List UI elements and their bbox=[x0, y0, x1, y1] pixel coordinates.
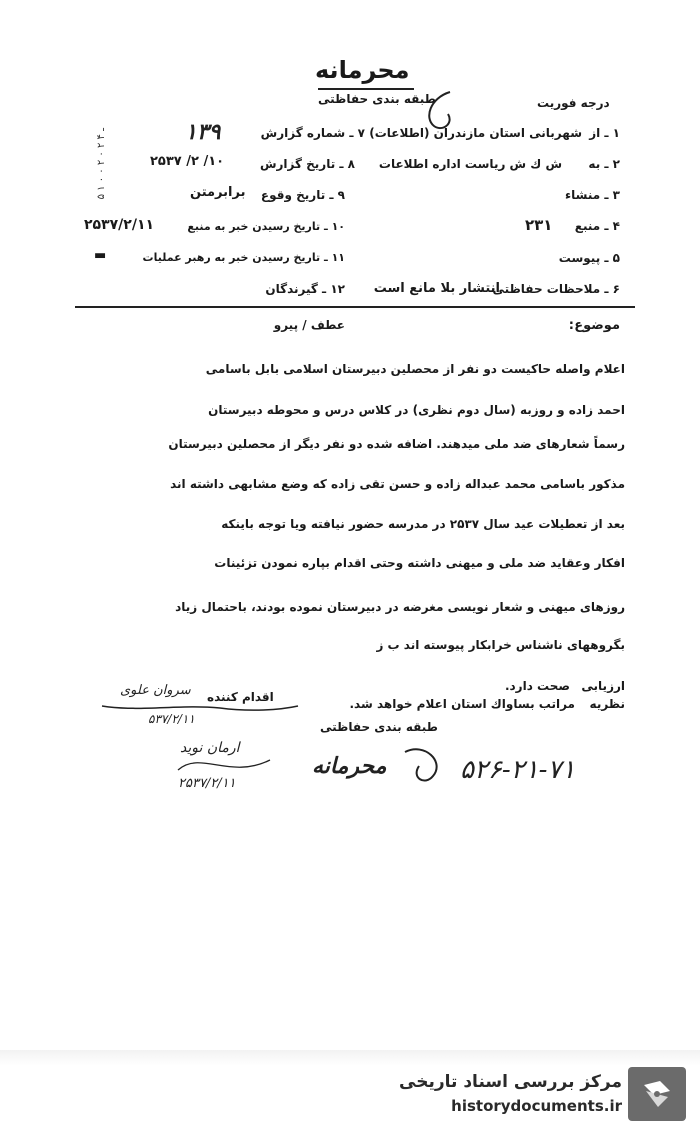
field-origin-label: ۳ ـ منشاء bbox=[565, 188, 620, 202]
subject-label: موضوع bbox=[574, 318, 620, 333]
title-underline bbox=[318, 88, 414, 90]
handwritten-date-2: ۲۵۳۷/۲/۱۱ bbox=[178, 776, 236, 791]
field-attachment-label: ۵ ـ پیوست bbox=[558, 251, 620, 265]
field-from-label: ۱ ـ از bbox=[589, 126, 620, 140]
priority-label: درجه فوریت bbox=[537, 96, 610, 110]
field-to-label: ۲ ـ به bbox=[588, 157, 620, 171]
body-line-5: بعد از تعطیلات عید سال ۲۵۳۷ در مدرسه حضور نیافته ویا توجه باینکه bbox=[221, 517, 625, 531]
field-from-value: شهربانی استان مازندران (اطلاعات) bbox=[369, 126, 582, 140]
stamp-confidential: محرمانه bbox=[312, 753, 387, 779]
field-report-date-label: ۸ ـ تاریخ گزارش bbox=[259, 157, 355, 171]
field-event-date-value: برابرمتن bbox=[190, 185, 246, 200]
margin-note: ۵ ـ ۴ ۲ ۰ ۲ ۰ ۰ ۱ bbox=[96, 128, 107, 200]
opinion-label: نظریه bbox=[589, 697, 625, 711]
field-recipients-label: ۱۲ ـ گیرندگان bbox=[265, 282, 345, 296]
field-source-received-label: ۱۰ ـ تاریخ رسیدن خبر به منبع bbox=[187, 220, 345, 233]
stamp-flourish bbox=[395, 742, 455, 792]
field-security-notes-label: ۶ ـ ملاحظات حفاظتی bbox=[492, 282, 620, 296]
field-ops-received-label: ۱۱ ـ تاریخ رسیدن خبر به رهبر عملیات bbox=[142, 251, 345, 264]
subject-value: عطف / پیرو bbox=[273, 318, 345, 332]
body-line-8: بگروههای ناشناس خرابکار پیوسته اند ب ز bbox=[376, 638, 625, 652]
evaluation-label: ارزیابی bbox=[581, 679, 625, 693]
body-line-1: اعلام واصله حاکیست دو نفر از محصلین دبیرستان اسلامی بابل باسامی bbox=[205, 362, 625, 376]
classification-label-bottom: طبقه بندی حفاظتی bbox=[320, 720, 438, 734]
action-by-name: سروان علوی bbox=[120, 683, 191, 698]
opinion-value: مراتب بساواك استان اعلام خواهد شد. bbox=[349, 697, 575, 711]
body-line-2: احمد زاده و روزبه (سال دوم نظری) در کلاس درس و محوطه دبیرستان bbox=[208, 403, 625, 417]
action-underline bbox=[100, 700, 300, 720]
watermark-title: مرکز بررسی اسناد تاریخی bbox=[399, 1072, 622, 1092]
field-source-label: ۴ ـ منبع bbox=[574, 219, 620, 233]
archive-logo-icon bbox=[628, 1067, 686, 1121]
archive-number: ۵۲۶-۲۱-۷۱ bbox=[460, 755, 576, 785]
field-ops-received-value: ▬ bbox=[94, 248, 107, 263]
signature-name: ارمان نوید bbox=[180, 740, 240, 756]
field-source-value: ۲۳۱ bbox=[525, 216, 553, 234]
subject-colon: : bbox=[568, 318, 574, 333]
field-report-date-value: ۱۰/ ۲/ ۲۵۳۷ bbox=[150, 154, 225, 169]
body-line-3: رسماً شعارهای ضد ملی میدهند. اضافه شده دو نفر دیگر از محصلین دبیرستان bbox=[168, 437, 625, 451]
page-title: محرمانه bbox=[315, 56, 410, 84]
field-event-date-label: ۹ ـ تاریخ وقوع bbox=[260, 188, 345, 202]
field-report-number-value: ۱۳۹ bbox=[185, 119, 221, 145]
field-report-number-label: ۷ ـ شماره گزارش bbox=[260, 126, 365, 140]
field-source-received-value: ۲۵۳۷/۲/۱۱ bbox=[84, 217, 155, 233]
classification-label-top: طبقه بندی حفاظتی bbox=[318, 92, 436, 106]
evaluation-value: صحت دارد. bbox=[504, 679, 570, 693]
field-to-value: ش ك ش ریاست اداره اطلاعات bbox=[378, 157, 562, 171]
body-line-4: مذکور باسامی محمد عبداله زاده و حسن تقی زاده که وضع مشابهی داشته اند bbox=[170, 477, 625, 491]
action-by-label: اقدام کننده bbox=[207, 690, 274, 704]
field-security-notes-value: انتشار بلا مانع است bbox=[373, 281, 500, 296]
handwritten-date-1: ۵۳۷/۲/۱۱ bbox=[148, 712, 195, 726]
header-divider bbox=[75, 306, 635, 308]
body-line-7: روزهای میهنی و شعار نویسی مغرضه در دبیرستان نموده بودند، باحتمال زیاد bbox=[175, 600, 625, 614]
watermark-url: historydocuments.ir bbox=[451, 1097, 622, 1115]
body-line-6: افکار وعقاید ضد ملی و میهنی داشته وحتی اقدام بپاره نمودن تزئینات bbox=[214, 556, 625, 570]
